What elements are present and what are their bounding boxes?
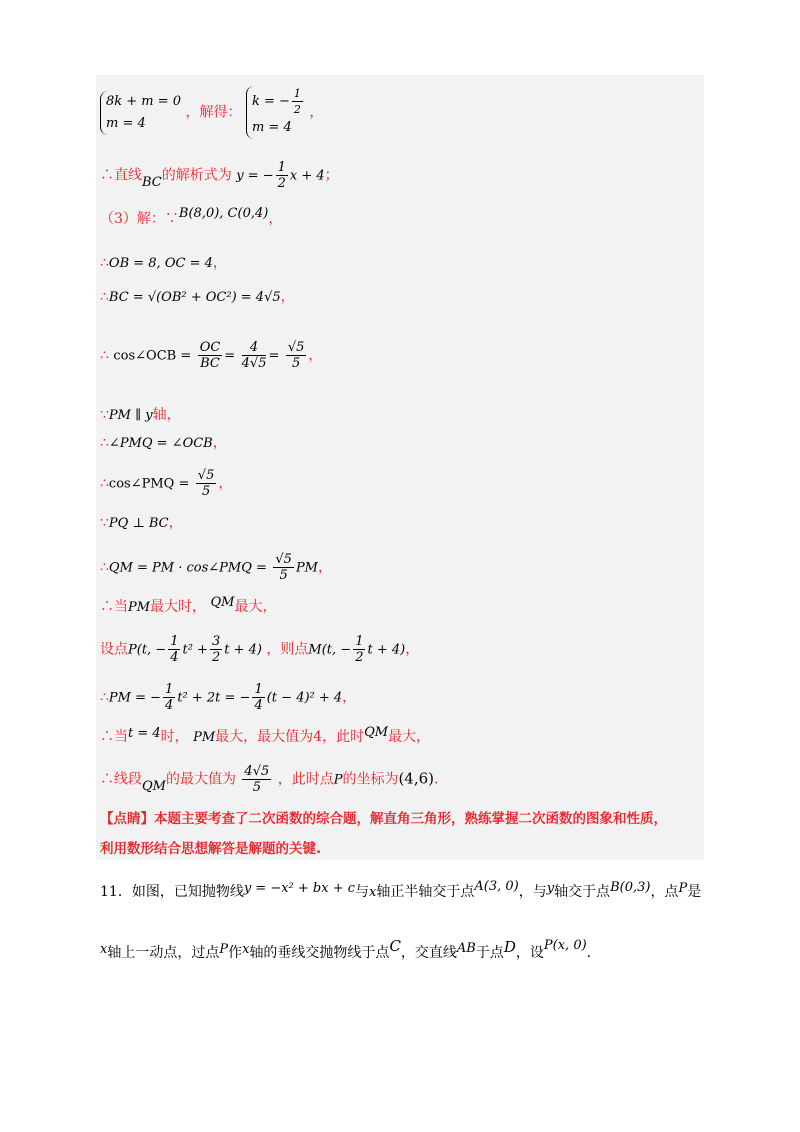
bc-expression-line	[100, 160, 339, 191]
punct: ，	[318, 559, 332, 576]
conclusion-line	[100, 764, 438, 795]
therefore: ∴	[100, 289, 109, 305]
punct: ，	[280, 289, 295, 305]
punct: ，	[168, 515, 183, 531]
math: P(x, 0)	[543, 938, 587, 953]
therefore: ∴	[100, 689, 109, 706]
punct: ，	[308, 347, 323, 364]
math: QM	[210, 595, 235, 610]
math: x	[242, 942, 250, 957]
math: x + 4	[289, 168, 325, 184]
punct: ，	[268, 211, 283, 227]
fraction-denominator: BC	[200, 356, 220, 371]
math: PM = −	[108, 690, 162, 706]
equation-2: m = 4	[106, 115, 146, 131]
text: 轴，	[152, 407, 181, 423]
bc-length-line	[100, 288, 295, 307]
text: 最大，最大值为4，此时	[215, 729, 365, 745]
fraction-numerator: OC	[199, 340, 221, 355]
fraction-numerator: 1	[254, 682, 263, 697]
fraction-denominator: 2	[211, 650, 221, 665]
solve-text: ，解得：	[185, 104, 242, 121]
max-condition-line	[100, 595, 277, 617]
fraction-numerator: 1	[170, 634, 179, 649]
cos-pmq-line	[100, 468, 232, 499]
text: ，交直线	[400, 945, 457, 961]
therefore: ∴	[100, 255, 109, 271]
question-11-line-2	[100, 937, 592, 964]
text: ∴当	[100, 729, 128, 745]
cos-ocb-line	[100, 340, 322, 371]
fraction-denominator: 4	[254, 698, 263, 713]
math: QM	[364, 725, 389, 740]
text: 是	[687, 884, 702, 900]
math: =	[268, 348, 280, 364]
fraction-numerator: 1	[293, 87, 301, 100]
math: B(0,3)	[610, 880, 651, 895]
math: PM	[128, 600, 151, 615]
math: t² +	[182, 642, 208, 658]
text: ∴当	[100, 599, 128, 615]
text: 作	[228, 945, 243, 961]
text: 最大时，	[150, 599, 207, 615]
perpendicular-line	[100, 514, 183, 533]
therefore: ∴	[100, 435, 109, 451]
math: PM ∥ y	[108, 408, 153, 423]
parallel-line	[100, 406, 181, 425]
fraction-denominator: 4√5	[241, 356, 267, 371]
because: ∵	[100, 407, 109, 423]
fraction-denominator: 2	[355, 650, 364, 665]
math: B(8,0), C(0,4)	[178, 206, 269, 221]
fraction-numerator: 1	[277, 160, 286, 175]
fraction-denominator: 2	[293, 103, 301, 116]
text: 的坐标为	[342, 771, 399, 788]
text: 与	[355, 884, 370, 900]
math: =	[224, 348, 236, 364]
fraction-denominator: 5	[279, 568, 288, 583]
text: ，点	[650, 884, 679, 900]
fraction-denominator: 5	[201, 484, 211, 499]
part-label: （3）解：∵	[100, 211, 179, 227]
text: ，此时点	[277, 771, 334, 788]
fraction-denominator: 5	[252, 780, 261, 795]
math: P(t, −	[128, 642, 167, 658]
equation-system	[100, 91, 181, 135]
math: P	[219, 942, 229, 957]
text: ，设	[515, 945, 544, 961]
math: y = −	[236, 168, 274, 184]
text: 轴的垂线交抛物线于点	[249, 945, 390, 961]
part3-line	[100, 206, 283, 229]
math: D	[503, 938, 516, 956]
math: P	[333, 772, 343, 788]
math: t² + 2t = −	[177, 690, 251, 706]
fraction-numerator: 3	[211, 634, 221, 649]
math: M(t, −	[308, 642, 352, 658]
therefore: ∴	[100, 559, 109, 576]
question-11-line-1	[100, 879, 702, 903]
fraction-denominator: 4	[165, 698, 174, 713]
text: 轴上一动点，过点	[107, 945, 220, 961]
math: BC = √(OB² + OC²) = 4√5	[108, 290, 281, 305]
math: cos∠OCB =	[113, 348, 192, 364]
punct: ，	[212, 255, 227, 271]
solution-1-prefix: k = −	[251, 94, 290, 109]
text: 轴交于点	[554, 884, 611, 900]
math: OB = 8, OC = 4	[108, 256, 213, 271]
because: ∵	[100, 515, 109, 531]
max-value-line	[100, 725, 431, 747]
math: y	[546, 881, 555, 896]
text: ∴线段	[100, 771, 142, 788]
fraction-denominator: 2	[277, 176, 286, 191]
comment-line-2: 利用数形结合思想解答是解题的关键.	[100, 841, 322, 857]
math: t = 4	[128, 726, 161, 741]
punct: ，	[342, 689, 357, 706]
math: C	[389, 937, 401, 955]
math: PQ ⊥ BC	[108, 516, 169, 531]
math: t + 4)	[224, 642, 262, 658]
math: QM	[142, 778, 166, 794]
punct: ；	[324, 167, 339, 184]
bc-label: BC	[142, 174, 162, 190]
text: ，与	[518, 884, 547, 900]
math: AB	[456, 941, 476, 956]
text: 于点	[475, 945, 504, 961]
fraction-numerator: √5	[197, 468, 215, 483]
text: ∴直线	[100, 167, 142, 184]
punct: ，	[405, 641, 420, 658]
text: 最大，	[388, 729, 431, 745]
therefore: ∴	[100, 347, 109, 364]
system-line	[100, 86, 323, 139]
math: QM = PM · cos∠PMQ =	[108, 560, 267, 576]
math: (4,6)	[398, 769, 435, 788]
solution-system	[246, 86, 305, 139]
text: 轴正半轴交于点	[376, 884, 475, 900]
question-number: 11．如图，已知抛物线	[100, 884, 244, 900]
therefore: ∴	[100, 475, 109, 492]
math: PM	[193, 730, 216, 745]
ob-oc-line	[100, 254, 227, 273]
equation-1: 8k + m = 0	[106, 93, 182, 109]
text: ，则点	[266, 641, 309, 658]
math: PM	[295, 560, 318, 576]
text: 最大，	[234, 599, 277, 615]
pm-expression-line	[100, 682, 356, 713]
punct: ，	[212, 435, 227, 451]
fraction-denominator: 5	[291, 356, 301, 371]
punct: .	[434, 771, 439, 788]
text: 的解析式为	[161, 167, 232, 184]
math: (t − 4)² + 4	[266, 690, 343, 706]
punct: ，	[218, 475, 233, 492]
text: .	[586, 945, 592, 961]
text: 时，	[160, 729, 189, 745]
text: 设点	[100, 641, 128, 658]
math: y = −x² + bx + c	[243, 881, 356, 896]
fraction-numerator: √5	[287, 340, 305, 355]
math: x	[100, 942, 108, 957]
point-definition-line	[100, 634, 419, 665]
fraction-numerator: 1	[355, 634, 364, 649]
text: 的最大值为	[165, 771, 236, 788]
fraction-denominator: 4	[170, 650, 179, 665]
fraction-numerator: √5	[275, 552, 292, 567]
angle-line	[100, 434, 227, 453]
math: t + 4)	[367, 642, 406, 658]
math: x	[369, 885, 377, 900]
math: cos∠PMQ =	[108, 476, 190, 492]
punct: ，	[309, 104, 324, 121]
fraction-numerator: 4	[242, 340, 267, 356]
fraction-numerator: 1	[165, 682, 174, 697]
qm-line	[100, 552, 332, 583]
fraction-numerator: 4√5	[244, 764, 270, 779]
math: A(3, 0)	[474, 879, 519, 894]
solution-2: m = 4	[251, 120, 292, 135]
math: P	[678, 881, 688, 896]
math: ∠PMQ = ∠OCB	[108, 436, 213, 451]
comment-line-1: 【点睛】本题主要考查了二次函数的综合题，解直角三角形，熟练掌握二次函数的图象和性质，	[100, 811, 667, 827]
